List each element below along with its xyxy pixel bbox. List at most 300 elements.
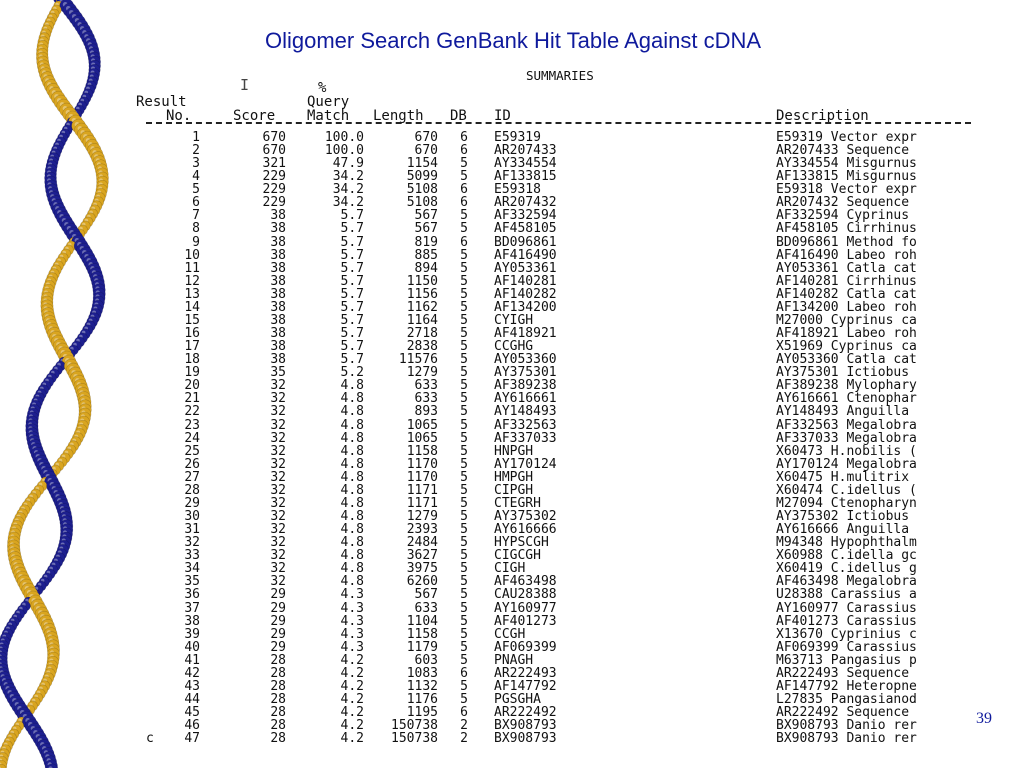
cell-db: 5	[460, 156, 468, 172]
cell-pct: 5.7	[340, 299, 364, 315]
cell-id: AF133815	[494, 169, 557, 185]
cell-db: 2	[460, 731, 468, 747]
cell-len: 1083	[406, 665, 438, 681]
cell-desc: AF332563 Megalobra	[776, 418, 917, 432]
cell-score: 38	[270, 208, 286, 224]
cell-id: AF140281	[494, 273, 557, 289]
cell-id: CTEGRH	[494, 495, 541, 511]
cell-id: AY148493	[494, 404, 557, 420]
table-row	[0, 510, 1024, 523]
cell-len: 1158	[406, 443, 438, 459]
cell-score: 32	[270, 443, 286, 459]
table-row	[0, 484, 1024, 497]
cell-pct: 5.7	[340, 339, 364, 355]
cell-score: 29	[270, 600, 286, 616]
table-row	[0, 366, 1024, 379]
cell-id: CYIGH	[494, 312, 534, 328]
cell-no: 12	[184, 273, 200, 289]
cell-score: 28	[270, 692, 286, 707]
cell-no: 24	[184, 430, 200, 446]
cell-desc: U28388 Carassius a	[776, 588, 917, 602]
cell-id: AY375302	[494, 509, 557, 525]
cell-score: 32	[270, 417, 286, 433]
cell-db: 5	[460, 548, 468, 564]
cell-score: 29	[270, 639, 286, 655]
cell-score: 29	[270, 613, 286, 629]
cell-no: 5	[192, 182, 200, 198]
cell-score: 32	[270, 469, 286, 485]
cell-no: 22	[184, 404, 200, 420]
cell-db: 5	[460, 430, 468, 446]
header-id: ID	[494, 108, 511, 124]
table-row	[0, 379, 1024, 392]
table-row	[0, 445, 1024, 458]
table-row	[0, 641, 1024, 654]
cell-no: 44	[184, 692, 200, 707]
cell-id: CIGH	[494, 561, 526, 577]
cell-db: 5	[460, 326, 468, 342]
cell-db: 5	[460, 260, 468, 276]
cell-len: 1176	[406, 692, 438, 707]
cell-no: 43	[184, 678, 200, 694]
cell-desc: X60988 C.idella gc	[776, 549, 917, 563]
cell-id: AF069399	[494, 639, 557, 655]
cell-id: AF418921	[494, 326, 557, 342]
cell-no: 18	[184, 352, 200, 368]
cell-score: 32	[270, 378, 286, 394]
cell-db: 5	[460, 221, 468, 237]
cell-pct: 4.8	[340, 522, 364, 538]
cell-score: 38	[270, 299, 286, 315]
cell-db: 5	[460, 443, 468, 459]
cell-len: 2393	[406, 522, 438, 538]
cell-score: 38	[270, 260, 286, 276]
cell-id: E59319	[494, 130, 541, 145]
cell-len: 567	[414, 587, 438, 603]
cell-desc: AF069399 Carassius	[776, 640, 917, 654]
cell-score: 229	[262, 195, 286, 211]
cell-pct: 34.2	[332, 195, 364, 211]
cell-no: 38	[184, 613, 200, 629]
table-row	[0, 340, 1024, 353]
cell-no: 26	[184, 456, 200, 472]
cell-len: 1162	[406, 299, 438, 315]
cell-len: 1065	[406, 430, 438, 446]
cell-score: 670	[262, 130, 286, 145]
cell-pct: 4.2	[340, 731, 364, 747]
cell-score: 38	[270, 286, 286, 302]
cell-len: 1154	[406, 156, 438, 172]
table-row	[0, 222, 1024, 235]
cell-len: 1179	[406, 639, 438, 655]
cell-no: 15	[184, 312, 200, 328]
cell-id: E59318	[494, 182, 541, 198]
cell-pct: 4.8	[340, 378, 364, 394]
cell-len: 633	[414, 391, 438, 407]
cell-no: 11	[184, 260, 200, 276]
cell-id: AF416490	[494, 247, 557, 263]
cell-len: 893	[414, 404, 438, 420]
cell-score: 28	[270, 678, 286, 694]
cell-desc: AF332594 Cyprinus	[776, 209, 910, 223]
cell-len: 1132	[406, 678, 438, 694]
cell-db: 2	[460, 718, 468, 734]
cell-score: 28	[270, 665, 286, 681]
table-row	[0, 131, 1024, 144]
cell-id: AY160977	[494, 600, 557, 616]
cell-pct: 4.3	[340, 626, 364, 642]
table-row	[0, 236, 1024, 249]
cell-len: 3975	[406, 561, 438, 577]
cell-len: 1279	[406, 509, 438, 525]
cell-desc: BD096861 Method fo	[776, 235, 917, 249]
cell-len: 11576	[398, 352, 438, 368]
cell-db: 5	[460, 574, 468, 590]
cell-desc: AY375301 Ictiobus	[776, 366, 910, 380]
cell-id: AF134200	[494, 299, 557, 315]
cell-id: AF332594	[494, 208, 557, 224]
cell-desc: E59318 Vector expr	[776, 183, 917, 197]
table-row	[0, 419, 1024, 432]
cell-db: 5	[460, 391, 468, 407]
cell-len: 567	[414, 208, 438, 224]
table-row	[0, 667, 1024, 680]
cell-desc: BX908793 Danio rer	[776, 719, 917, 733]
cell-db: 6	[460, 182, 468, 198]
cell-no: 42	[184, 665, 200, 681]
cell-desc: M27000 Cyprinus ca	[776, 313, 917, 327]
header-description: Description	[776, 108, 869, 124]
cell-no: 10	[184, 247, 200, 263]
table-row	[0, 680, 1024, 693]
cell-id: AR207433	[494, 143, 557, 159]
table-row	[0, 693, 1024, 706]
cell-no: 13	[184, 286, 200, 302]
cell-len: 633	[414, 378, 438, 394]
cell-pct: 4.3	[340, 587, 364, 603]
cell-db: 5	[460, 678, 468, 694]
cell-no: 47	[184, 731, 200, 747]
cell-pct: 5.7	[340, 352, 364, 368]
cell-id: AY053361	[494, 260, 557, 276]
cell-no: 4	[192, 169, 200, 185]
cell-id: AF147792	[494, 678, 557, 694]
cell-score: 38	[270, 234, 286, 250]
cell-no: 6	[192, 195, 200, 211]
cell-db: 6	[460, 130, 468, 145]
cell-no: 17	[184, 339, 200, 355]
cell-pct: 5.7	[340, 234, 364, 250]
cell-desc: AF337033 Megalobra	[776, 431, 917, 445]
cell-score: 32	[270, 404, 286, 420]
cell-db: 5	[460, 626, 468, 642]
cell-score: 670	[262, 143, 286, 159]
cell-len: 1164	[406, 312, 438, 328]
cell-len: 1104	[406, 613, 438, 629]
cell-desc: X60474 C.idellus (	[776, 483, 917, 497]
cell-db: 5	[460, 169, 468, 185]
cell-pct: 5.7	[340, 312, 364, 328]
cell-db: 6	[460, 665, 468, 681]
cell-pct: 4.8	[340, 561, 364, 577]
cell-len: 150738	[391, 731, 438, 747]
cell-db: 5	[460, 535, 468, 551]
slide-title: Oligomer Search GenBank Hit Table Against cDNA	[265, 28, 762, 53]
table-row	[0, 471, 1024, 484]
cell-pct: 4.2	[340, 665, 364, 681]
table-row	[0, 288, 1024, 301]
table-row	[0, 719, 1024, 732]
cell-pct: 4.8	[340, 430, 364, 446]
cell-desc: AF140282 Catla cat	[776, 287, 917, 301]
cell-pct: 4.2	[340, 652, 364, 668]
table-row	[0, 562, 1024, 575]
cell-len: 633	[414, 600, 438, 616]
cell-score: 321	[262, 156, 286, 172]
cell-db: 5	[460, 312, 468, 328]
cell-desc: X60473 H.nobilis (	[776, 444, 917, 458]
cell-id: HMPGH	[494, 469, 534, 485]
cell-desc: BX908793 Danio rer	[776, 732, 917, 746]
cell-desc: AY160977 Carassius	[776, 601, 917, 615]
cell-len: 1195	[406, 705, 438, 721]
cell-desc: M27094 Ctenopharyn	[776, 496, 917, 510]
cell-pct: 4.3	[340, 613, 364, 629]
cell-score: 38	[270, 312, 286, 328]
cell-db: 5	[460, 247, 468, 263]
cell-score: 32	[270, 535, 286, 551]
cell-no: 20	[184, 378, 200, 394]
cell-score: 29	[270, 587, 286, 603]
cell-db: 5	[460, 286, 468, 302]
cell-db: 5	[460, 522, 468, 538]
cell-no: 40	[184, 639, 200, 655]
cell-pct: 5.7	[340, 208, 364, 224]
cell-len: 1150	[406, 273, 438, 289]
cell-desc: M63713 Pangasius p	[776, 653, 917, 667]
cell-desc: AF463498 Megalobra	[776, 575, 917, 589]
cell-desc: AF389238 Mylophary	[776, 379, 917, 393]
cell-id: AR222492	[494, 705, 557, 721]
cell-id: AY334554	[494, 156, 557, 172]
cell-db: 6	[460, 234, 468, 250]
cell-desc: AY616666 Anguilla	[776, 523, 910, 537]
table-row	[0, 314, 1024, 327]
table-row	[0, 615, 1024, 628]
table-row	[0, 602, 1024, 615]
table-row	[0, 262, 1024, 275]
cell-desc: AY170124 Megalobra	[776, 457, 917, 471]
cell-len: 3627	[406, 548, 438, 564]
table-row	[0, 301, 1024, 314]
table-row	[0, 536, 1024, 549]
cell-score: 38	[270, 247, 286, 263]
table-row	[0, 170, 1024, 183]
cell-desc: X51969 Cyprinus ca	[776, 340, 917, 354]
cell-len: 1156	[406, 286, 438, 302]
cell-no: 2	[192, 143, 200, 159]
cell-len: 1170	[406, 456, 438, 472]
cell-pct: 34.2	[332, 182, 364, 198]
cell-score: 229	[262, 169, 286, 185]
cell-len: 670	[414, 143, 438, 159]
cell-no: 8	[192, 221, 200, 237]
cell-score: 38	[270, 221, 286, 237]
cell-desc: E59319 Vector expr	[776, 131, 917, 144]
table-row	[0, 392, 1024, 405]
cell-len: 567	[414, 221, 438, 237]
cell-score: 32	[270, 574, 286, 590]
cell-db: 5	[460, 365, 468, 381]
table-row	[0, 458, 1024, 471]
cell-desc: AY053360 Catla cat	[776, 353, 917, 367]
cell-desc: M94348 Hypophthalm	[776, 536, 917, 550]
cell-id: AY616666	[494, 522, 557, 538]
cell-id: PNAGH	[494, 652, 534, 668]
table-row	[0, 432, 1024, 445]
cell-db: 5	[460, 273, 468, 289]
cell-no: 35	[184, 574, 200, 590]
cell-pct: 4.8	[340, 509, 364, 525]
text-cursor-icon: I	[240, 76, 250, 94]
header-length: Length	[373, 108, 424, 124]
cell-pct: 100.0	[324, 130, 364, 145]
cell-len: 1171	[406, 495, 438, 511]
cell-id: CIPGH	[494, 482, 534, 498]
cell-desc: L27835 Pangasianod	[776, 693, 917, 706]
cell-desc: AF147792 Heteropne	[776, 679, 917, 693]
table-row	[0, 327, 1024, 340]
header-result: Result	[136, 94, 187, 110]
cell-no: 29	[184, 495, 200, 511]
cell-desc: AR222493 Sequence	[776, 666, 910, 680]
header-no: No.	[166, 108, 192, 124]
cell-no: 45	[184, 705, 200, 721]
cell-no: 39	[184, 626, 200, 642]
table-row	[0, 157, 1024, 170]
cell-id: PGSGHA	[494, 692, 541, 707]
header-db: DB	[450, 108, 467, 124]
page-number: 39	[976, 710, 992, 727]
cell-desc: AF401273 Carassius	[776, 614, 917, 628]
cell-id: AY375301	[494, 365, 557, 381]
cell-no: 19	[184, 365, 200, 381]
cell-pct: 34.2	[332, 169, 364, 185]
cell-len: 150738	[391, 718, 438, 734]
cell-desc: X13670 Cyprinius c	[776, 627, 917, 641]
cell-len: 1065	[406, 417, 438, 433]
cell-db: 5	[460, 613, 468, 629]
cell-db: 6	[460, 143, 468, 159]
cell-desc: AY375302 Ictiobus	[776, 510, 910, 524]
cell-id: BX908793	[494, 718, 557, 734]
cell-id: BD096861	[494, 234, 557, 250]
cell-len: 819	[414, 234, 438, 250]
cell-no: 3	[192, 156, 200, 172]
cell-desc: AY148493 Anguilla	[776, 405, 910, 419]
cell-pct: 4.8	[340, 535, 364, 551]
cell-id: HYPSCGH	[494, 535, 549, 551]
cell-no: 1	[192, 130, 200, 145]
cell-pct: 4.2	[340, 678, 364, 694]
cell-no: 14	[184, 299, 200, 315]
cell-pct: 4.8	[340, 548, 364, 564]
cell-desc: AR207432 Sequence	[776, 196, 910, 210]
cell-score: 32	[270, 509, 286, 525]
cell-db: 5	[460, 404, 468, 420]
cell-db: 5	[460, 208, 468, 224]
cell-len: 1170	[406, 469, 438, 485]
cell-pct: 4.8	[340, 404, 364, 420]
cell-len: 885	[414, 247, 438, 263]
table-row	[0, 588, 1024, 601]
header-query: Query	[307, 94, 350, 110]
cell-db: 5	[460, 352, 468, 368]
cell-desc: X60475 H.mulitrix	[776, 470, 910, 484]
cell-id: AF389238	[494, 378, 557, 394]
header-divider	[146, 122, 971, 126]
cell-len: 894	[414, 260, 438, 276]
cell-id: AF458105	[494, 221, 557, 237]
cell-score: 32	[270, 495, 286, 511]
cell-score: 38	[270, 273, 286, 289]
cell-score: 28	[270, 731, 286, 747]
cell-pct: 4.3	[340, 639, 364, 655]
table-row	[0, 275, 1024, 288]
cell-pct: 5.2	[340, 365, 364, 381]
cell-pct: 47.9	[332, 156, 364, 172]
table-row	[0, 523, 1024, 536]
cell-pct: 4.3	[340, 600, 364, 616]
cell-desc: AR222492 Sequence	[776, 706, 910, 720]
cell-score: 28	[270, 705, 286, 721]
cell-pct: 4.2	[340, 718, 364, 734]
cell-desc: AY616661 Ctenophar	[776, 392, 917, 406]
table-row	[0, 183, 1024, 196]
cell-db: 5	[460, 639, 468, 655]
cell-db: 5	[460, 339, 468, 355]
cell-pct: 4.8	[340, 574, 364, 590]
cell-db: 5	[460, 692, 468, 707]
cell-score: 32	[270, 522, 286, 538]
cell-score: 38	[270, 339, 286, 355]
cell-score: 32	[270, 548, 286, 564]
cell-score: 32	[270, 561, 286, 577]
cell-id: AF401273	[494, 613, 557, 629]
cell-db: 6	[460, 705, 468, 721]
cell-db: 5	[460, 587, 468, 603]
cell-id: AY170124	[494, 456, 557, 472]
cell-desc: AY334554 Misgurnus	[776, 157, 917, 171]
cell-score: 38	[270, 326, 286, 342]
cell-db: 5	[460, 561, 468, 577]
cell-len: 1279	[406, 365, 438, 381]
cell-score: 32	[270, 456, 286, 472]
cell-pct: 4.8	[340, 482, 364, 498]
cell-id: AF463498	[494, 574, 557, 590]
cell-len: 5108	[406, 195, 438, 211]
cell-pct: 4.8	[340, 495, 364, 511]
cell-no: 36	[184, 587, 200, 603]
table-row	[0, 654, 1024, 667]
cell-len: 603	[414, 652, 438, 668]
cell-len: 2838	[406, 339, 438, 355]
cell-desc: AF134200 Labeo roh	[776, 300, 917, 314]
cell-len: 2484	[406, 535, 438, 551]
cell-len: 1158	[406, 626, 438, 642]
cell-db: 5	[460, 509, 468, 525]
table-row	[0, 196, 1024, 209]
